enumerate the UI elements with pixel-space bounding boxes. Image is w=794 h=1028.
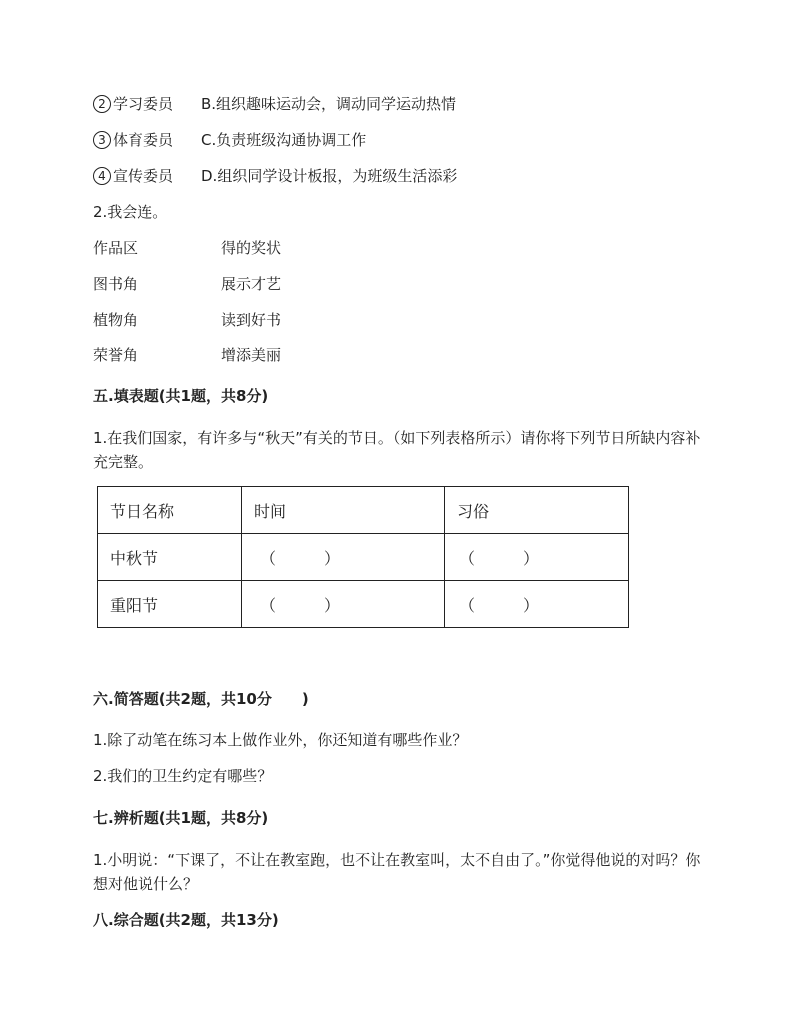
question-text: 1.小明说：“下课了，不让在教室跑，也不让在教室叫，太不自由了。”你觉得他说的对吗？你想对他说什么？ xyxy=(93,851,701,893)
section-heading: 五.填表题(共1题，共8分) xyxy=(93,387,269,405)
match-right: 增添美丽 xyxy=(221,346,282,364)
question-text: 2.我们的卫生约定有哪些？ xyxy=(93,767,273,785)
question-text: 1.在我们国家，有许多与“秋天”有关的节日。（如下列表格所示）请你将下列节日所缺内容补充完整。 xyxy=(93,429,701,471)
blank-cell[interactable]: （ ） xyxy=(242,534,445,581)
festival-table xyxy=(97,486,629,628)
match-left: 作品区 xyxy=(93,239,139,257)
table-header: 时间 xyxy=(242,487,445,534)
role-duty: B.组织趣味运动会，调动同学运动热情 xyxy=(201,95,457,113)
question-text: 1.除了动笔在练习本上做作业外，你还知道有哪些作业？ xyxy=(93,731,468,749)
table-cell: 中秋节 xyxy=(98,534,242,581)
blank-cell[interactable]: （ ） xyxy=(242,581,445,628)
table-cell: 重阳节 xyxy=(98,581,242,628)
match-row xyxy=(93,274,282,294)
table-header: 习俗 xyxy=(445,487,629,534)
role-name: 学习委员 xyxy=(113,95,174,113)
section-heading: 七.辨析题(共1题，共8分) xyxy=(93,809,269,827)
table-row xyxy=(98,534,629,581)
role-row xyxy=(93,166,458,186)
role-row xyxy=(93,130,367,150)
circled-number: 3 xyxy=(93,131,111,149)
role-duty: C.负责班级沟通协调工作 xyxy=(201,131,367,149)
match-row xyxy=(93,310,282,330)
match-left: 图书角 xyxy=(93,275,139,293)
table-header-row xyxy=(98,487,629,534)
table-header: 节日名称 xyxy=(98,487,242,534)
match-row xyxy=(93,238,282,258)
role-name: 体育委员 xyxy=(113,131,174,149)
role-duty: D.组织同学设计板报，为班级生活添彩 xyxy=(201,167,458,185)
match-right: 读到好书 xyxy=(221,311,282,329)
role-row xyxy=(93,94,457,114)
circled-number: 2 xyxy=(93,95,111,113)
match-row xyxy=(93,345,282,365)
match-left: 植物角 xyxy=(93,311,139,329)
section-heading: 八.综合题(共2题，共13分) xyxy=(93,911,279,929)
match-right: 展示才艺 xyxy=(221,275,282,293)
question-title: 2.我会连。 xyxy=(93,203,168,221)
match-right: 得的奖状 xyxy=(221,239,282,257)
role-name: 宣传委员 xyxy=(113,167,174,185)
blank-cell[interactable]: （ ） xyxy=(445,581,629,628)
circled-number: 4 xyxy=(93,167,111,185)
table-row xyxy=(98,581,629,628)
blank-cell[interactable]: （ ） xyxy=(445,534,629,581)
match-left: 荣誉角 xyxy=(93,346,139,364)
section-heading: 六.简答题(共2题，共10分 ) xyxy=(93,690,309,708)
